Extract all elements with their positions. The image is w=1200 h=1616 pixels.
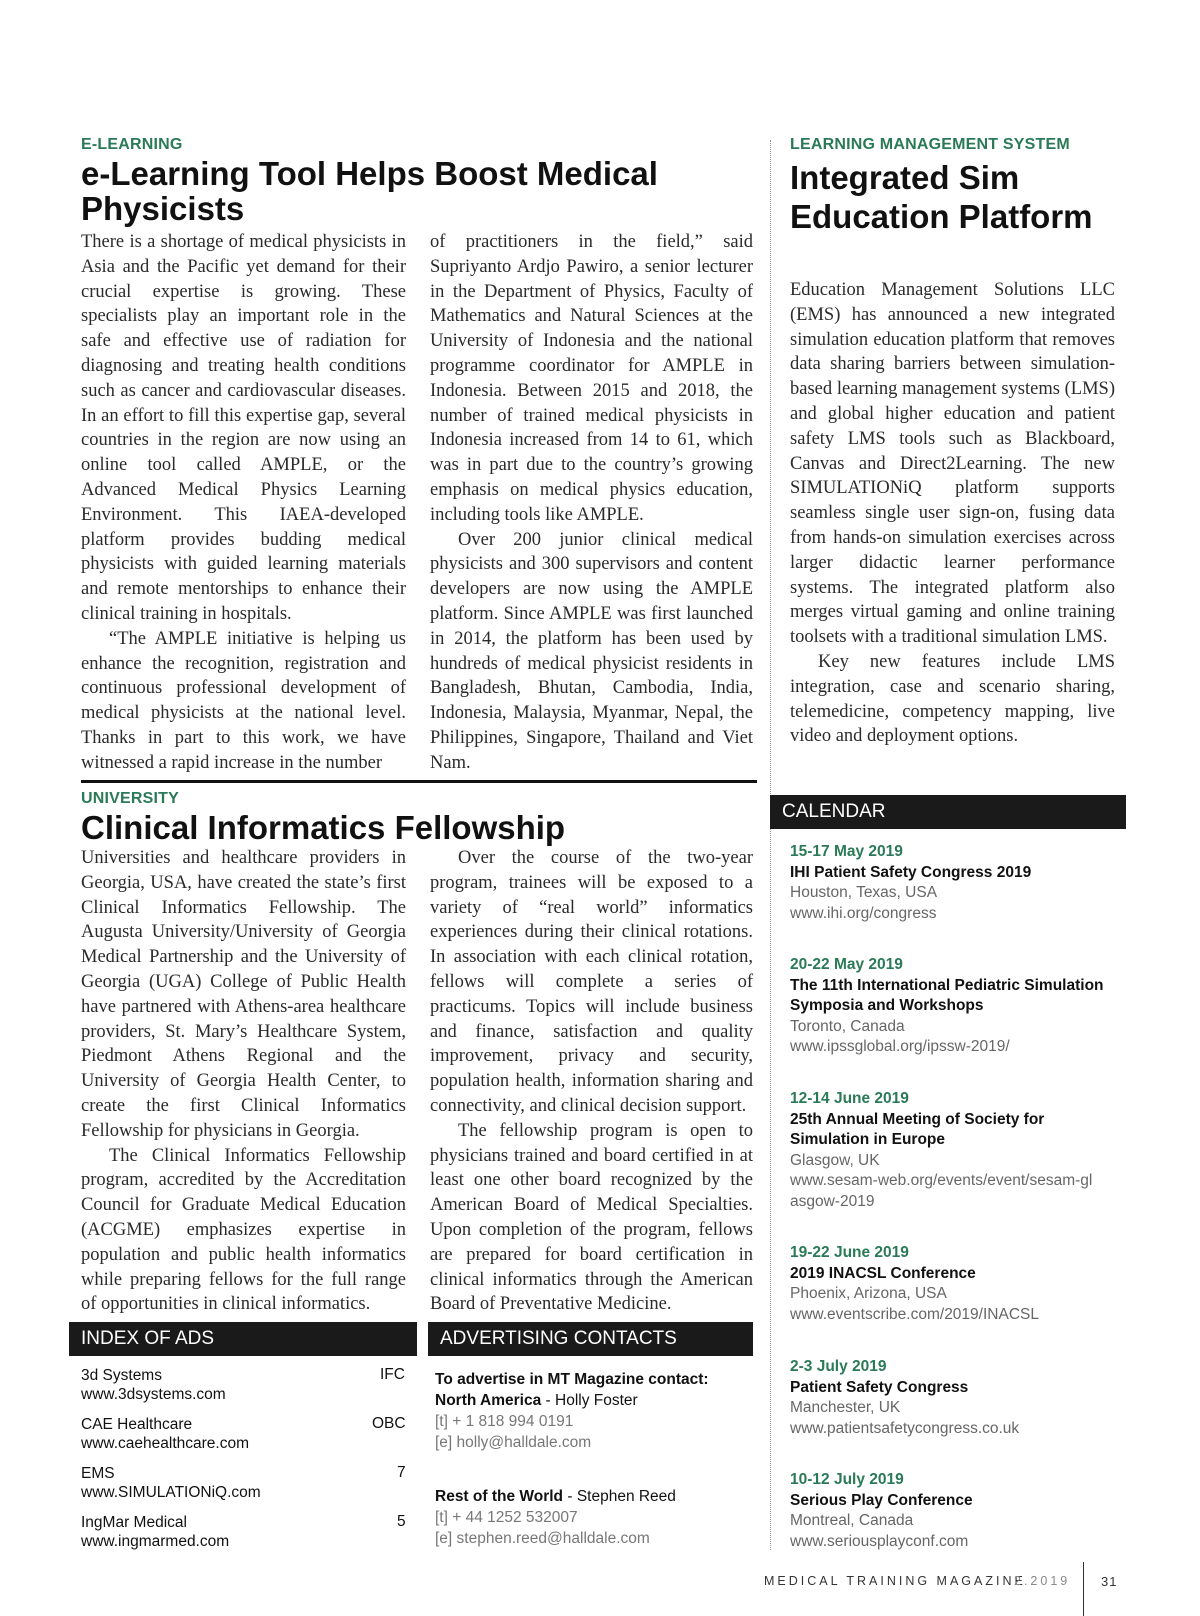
- ad-page: IFC: [380, 1366, 405, 1383]
- calendar-header: CALENDAR: [770, 795, 1126, 829]
- article1-kicker: E-LEARNING: [81, 136, 183, 153]
- ad-entry: [81, 1464, 261, 1502]
- ad-entry: [81, 1415, 249, 1453]
- ad-name: IngMar Medical: [81, 1514, 187, 1531]
- article3-paragraph: Over the course of the two-year program, trainees will be exposed to a variety of “real world” informatics experiences during their clinical rotations. In association with each clinical rotation, fellows will complete a series of practicums. Topics will include business and finance, satisfaction and quality improvement, privacy and security, population health, information sharing and connectivity, and clinical decision support.: [430, 848, 753, 1116]
- ad-url[interactable]: www.ingmarmed.com: [81, 1533, 230, 1550]
- ad-name: 3d Systems: [81, 1367, 162, 1384]
- footer-divider: [1083, 1562, 1084, 1616]
- event-url[interactable]: www.patientsafetycongress.co.uk: [790, 1419, 1020, 1437]
- event-url[interactable]: www.seriousplayconf.com: [790, 1532, 969, 1550]
- column-divider: [770, 140, 771, 1550]
- article3-kicker: UNIVERSITY: [81, 790, 180, 807]
- article1-paragraph: There is a shortage of medical physicists in Asia and the Pacific yet demand for their crucial expertise is growing. These specialists play an important role in the safe and effective use of radiation for diagnosing and treating health conditions such as cancer and cardiovascular diseases. In an effort to fill this expertise gap, several countries in the region are now using an online tool called AMPLE, or the Advanced Medical Physics Learning Environment. This IAEA-developed platform provides budding medical physicists with guided learning materials and remote mentorships to enhance their clinical training in hospitals.: [81, 232, 406, 624]
- article1-column-2: [430, 230, 753, 776]
- event-date: 12-14 June 2019: [790, 1090, 909, 1107]
- article2-body: [790, 278, 1115, 749]
- contact-email[interactable]: [e] holly@halldale.com: [435, 1434, 592, 1451]
- event-title: Serious Play Conference: [790, 1491, 973, 1509]
- article1-paragraph: “The AMPLE initiative is helping us enhance the recognition, registration and continuous professional development of medical physicists at the national level. Thanks in part to this work, we have witnessed a rapid increase in the number: [81, 628, 406, 773]
- index-of-ads-header: INDEX OF ADS: [69, 1322, 417, 1356]
- contact-phone: [t] + 44 1252 532007: [435, 1509, 578, 1526]
- article3-headline: Clinical Informatics Fellowship: [81, 809, 566, 846]
- article1-paragraph: of practitioners in the field,” said Supriyanto Ardjo Pawiro, a senior lecturer in the Department of Physics, Faculty of Mathematics and Natural Sciences at the University of Indonesia and the national programme coordinator for AMPLE in Indonesia. Between 2015 and 2018, the number of trained medical physicists in Indonesia increased from 14 to 61, which was in part due to the country’s growing emphasis on medical physics education, including tools like AMPLE.: [430, 232, 753, 525]
- event-date: 20-22 May 2019: [790, 956, 903, 973]
- ad-url[interactable]: www.caehealthcare.com: [81, 1435, 249, 1452]
- ad-url[interactable]: www.3dsystems.com: [81, 1386, 226, 1403]
- event-title: The 11th International Pediatric Simulation Symposia and Workshops: [790, 976, 1104, 1014]
- event-date: 2-3 July 2019: [790, 1358, 887, 1375]
- calendar-event: [790, 842, 1140, 924]
- article1-column-1: [81, 230, 406, 776]
- event-location: Manchester, UK: [790, 1399, 901, 1416]
- event-location: Toronto, Canada: [790, 1017, 905, 1035]
- article2-paragraph: Key new features include LMS integration, case and scenario sharing, telemedicine, competency mapping, live video and deployment options.: [790, 651, 1115, 747]
- event-location: Glasgow, UK: [790, 1151, 880, 1169]
- article1-headline: e-Learning Tool Helps Boost Medical Physicists: [81, 155, 658, 227]
- ad-page: OBC: [372, 1415, 406, 1432]
- article2-headline: Integrated Sim Education Platform: [790, 159, 1093, 235]
- ad-page: 7: [397, 1464, 406, 1481]
- contact-block: To advertise in MT Magazine contact: North America - Holly Foster [t] + 1 818 994 0191 [e] holly@halldale.com: [435, 1369, 745, 1453]
- ad-page: 5: [397, 1513, 406, 1530]
- event-url[interactable]: www.sesam-web.org/events/event/sesam-glasgow-2019: [790, 1172, 1093, 1210]
- contact-block: Rest of the World - Stephen Reed [t] + 44 1252 532007 [e] stephen.reed@halldale.com: [435, 1486, 745, 1549]
- event-title: 2019 INACSL Conference: [790, 1264, 976, 1282]
- article3-column-1: [81, 846, 406, 1317]
- article3-paragraph: The fellowship program is open to physicians trained and board certified in at least one other board recognized by the American Board of Medical Specialties. Upon completion of the program, fellows are prepared for board certification in clinical informatics through the American Board of Preventative Medicine.: [430, 1120, 753, 1315]
- event-date: 19-22 June 2019: [790, 1244, 909, 1261]
- ad-entry: [81, 1513, 229, 1551]
- calendar-event: [790, 1470, 1140, 1552]
- event-url[interactable]: www.ihi.org/congress: [790, 904, 937, 922]
- article3-paragraph: Universities and healthcare providers in Georgia, USA, have created the state’s first Clinical Informatics Fellowship. The Augusta University/University of Georgia Medical Partnership and the University of Georgia (UGA) College of Public Health have partnered with Athens-area healthcare providers, St. Mary’s Healthcare System, Piedmont Athens Regional and the University of Georgia Health Center, to create the first Clinical Informatics Fellowship for physicians in Georgia.: [81, 848, 406, 1141]
- contact-region: North America: [435, 1392, 542, 1409]
- article1-paragraph: Over 200 junior clinical medical physicists and 300 supervisors and content developers are now using the AMPLE platform. Since AMPLE was first launched in 2014, the platform has been used by hundreds of medical physicist residents in Bangladesh, Bhutan, Cambodia, India, Indonesia, Malaysia, Myanmar, Nepal, the Philippines, Singapore, Thailand and Viet Nam.: [430, 529, 753, 773]
- advertising-contacts-header: ADVERTISING CONTACTS: [428, 1322, 753, 1356]
- footer-magazine-name: MEDICAL TRAINING MAGAZINE: [764, 1574, 1026, 1588]
- article2-kicker: LEARNING MANAGEMENT SYSTEM: [790, 136, 1070, 153]
- calendar-event: [790, 1357, 1140, 1439]
- contact-intro: To advertise in MT Magazine contact:: [435, 1371, 709, 1388]
- ad-name: CAE Healthcare: [81, 1416, 193, 1433]
- event-title: IHI Patient Safety Congress 2019: [790, 863, 1032, 881]
- event-location: Montreal, Canada: [790, 1512, 914, 1529]
- calendar-event: [790, 1243, 1140, 1325]
- event-date: 10-12 July 2019: [790, 1471, 904, 1488]
- contact-region: Rest of the World: [435, 1488, 564, 1505]
- contact-name: Stephen Reed: [576, 1488, 676, 1505]
- event-location: Phoenix, Arizona, USA: [790, 1285, 947, 1302]
- calendar-event: [790, 1089, 1140, 1212]
- ad-name: EMS: [81, 1465, 115, 1482]
- article2-paragraph: Education Management Solutions LLC (EMS) has announced a new integrated simulation education platform that removes data sharing barriers between simulation-based learning management systems (LMS) and global higher education and patient safety LMS tools such as Blackboard, Canvas and Direct2Learning. The new SIMULATIONiQ platform supports seamless single user sign-on, fusing data from hands-on simulation exercises across larger didactic learner performance systems. The integrated platform also merges virtual gaming and online training toolsets with a traditional simulation LMS.: [790, 280, 1115, 648]
- event-title: 25th Annual Meeting of Society for Simulation in Europe: [790, 1110, 1045, 1148]
- event-date: 15-17 May 2019: [790, 843, 903, 860]
- event-location: Houston, Texas, USA: [790, 884, 938, 901]
- ad-entry: [81, 1366, 226, 1404]
- article3-column-2: [430, 846, 753, 1317]
- ad-url[interactable]: www.SIMULATIONiQ.com: [81, 1484, 261, 1501]
- page-number: 31: [1101, 1574, 1118, 1589]
- article3-paragraph: The Clinical Informatics Fellowship program, accredited by the Accreditation Council for Graduate Medical Education (ACGME) emphasizes expertise in population and public health informatics while preparing fellows for the full range of opportunities in clinical informatics.: [81, 1145, 406, 1315]
- contact-name: Holly Foster: [555, 1392, 638, 1409]
- calendar-event: [790, 955, 1140, 1058]
- footer-issue: 2.2019: [1014, 1574, 1071, 1588]
- event-title: Patient Safety Congress: [790, 1378, 969, 1396]
- contact-email[interactable]: [e] stephen.reed@halldale.com: [435, 1530, 650, 1547]
- contact-phone: [t] + 1 818 994 0191: [435, 1413, 574, 1430]
- event-url[interactable]: www.ipssglobal.org/ipssw-2019/: [790, 1038, 1010, 1055]
- section-divider: [81, 780, 757, 783]
- event-url[interactable]: www.eventscribe.com/2019/INACSL: [790, 1305, 1039, 1323]
